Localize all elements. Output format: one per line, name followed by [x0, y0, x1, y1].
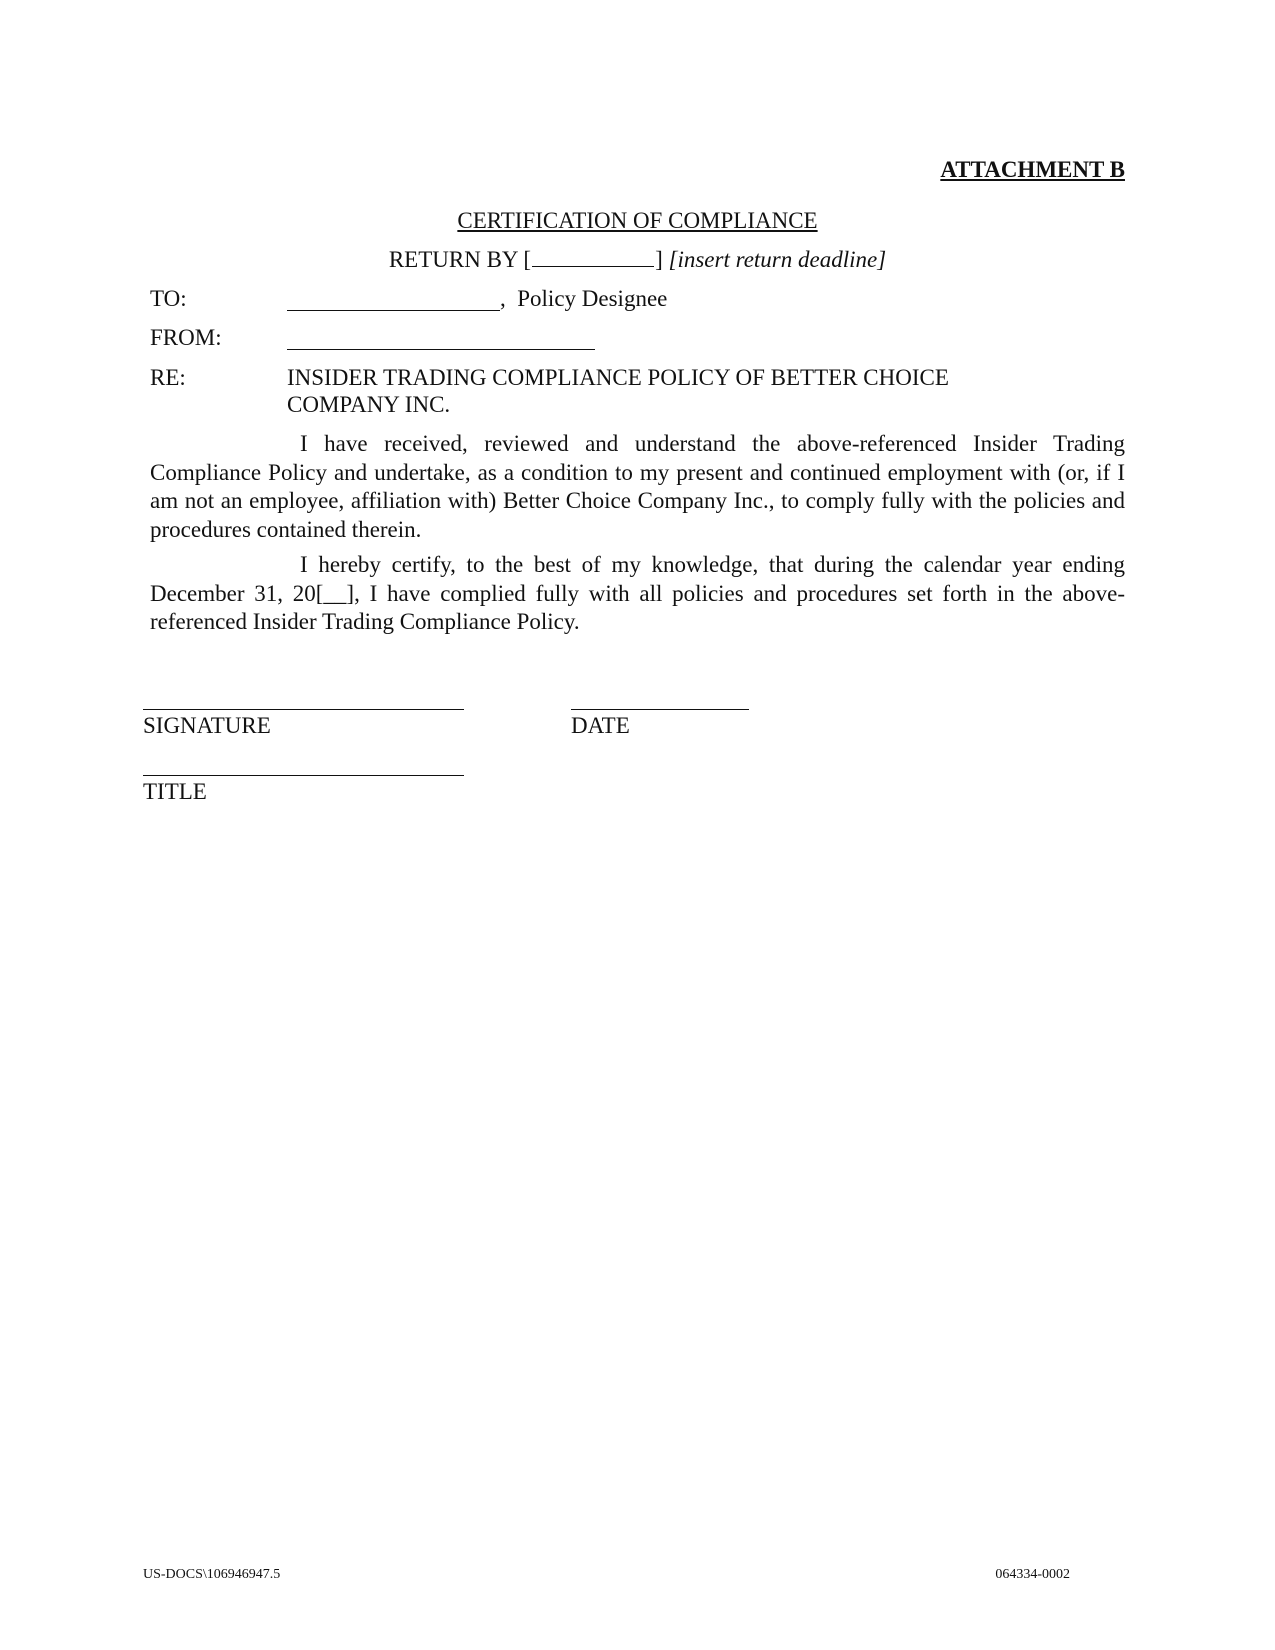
to-name-blank: [287, 310, 500, 311]
certification-paragraph-1: I have received, reviewed and understand the above-referenced Insider Trading Compliance Policy and undertake, as a condition to my present and continued employment with (or, if I am not an employee, affiliation with) Better Choice Company Inc., to comply fully with the policies and procedures contained therein.: [150, 431, 1125, 542]
date-line: [571, 709, 749, 710]
from-name-blank: [287, 349, 595, 350]
return-by-prefix: RETURN BY [: [388, 247, 532, 272]
return-by-suffix: ]: [655, 247, 663, 272]
policy-designee-text: , Policy Designee: [500, 286, 668, 311]
footer-matter-number: 064334-0002: [995, 1567, 1070, 1582]
title-line: [143, 775, 464, 776]
re-subject: INSIDER TRADING COMPLIANCE POLICY OF BETTER CHOICE COMPANY INC.: [287, 365, 949, 417]
signature-line: [143, 709, 464, 710]
signature-label: SIGNATURE: [143, 713, 271, 738]
return-by-line: [0, 246, 1275, 273]
document-title: CERTIFICATION OF COMPLIANCE: [457, 208, 818, 233]
attachment-heading: ATTACHMENT B: [940, 157, 1125, 182]
certification-paragraph-2: I hereby certify, to the best of my knowledge, that during the calendar year ending December 31, 20[__], I have complied fully with all policies and procedures set forth in the above-referenced Insider Trading Compliance Policy.: [150, 552, 1125, 634]
return-deadline-note: [insert return deadline]: [668, 247, 887, 272]
to-label: TO:: [150, 286, 187, 311]
re-label: RE:: [150, 365, 186, 390]
date-label: DATE: [571, 713, 630, 738]
from-label: FROM:: [150, 325, 222, 350]
title-label: TITLE: [143, 779, 207, 804]
footer-doc-id: US-DOCS\106946947.5: [143, 1567, 281, 1582]
return-date-blank: [532, 246, 654, 267]
